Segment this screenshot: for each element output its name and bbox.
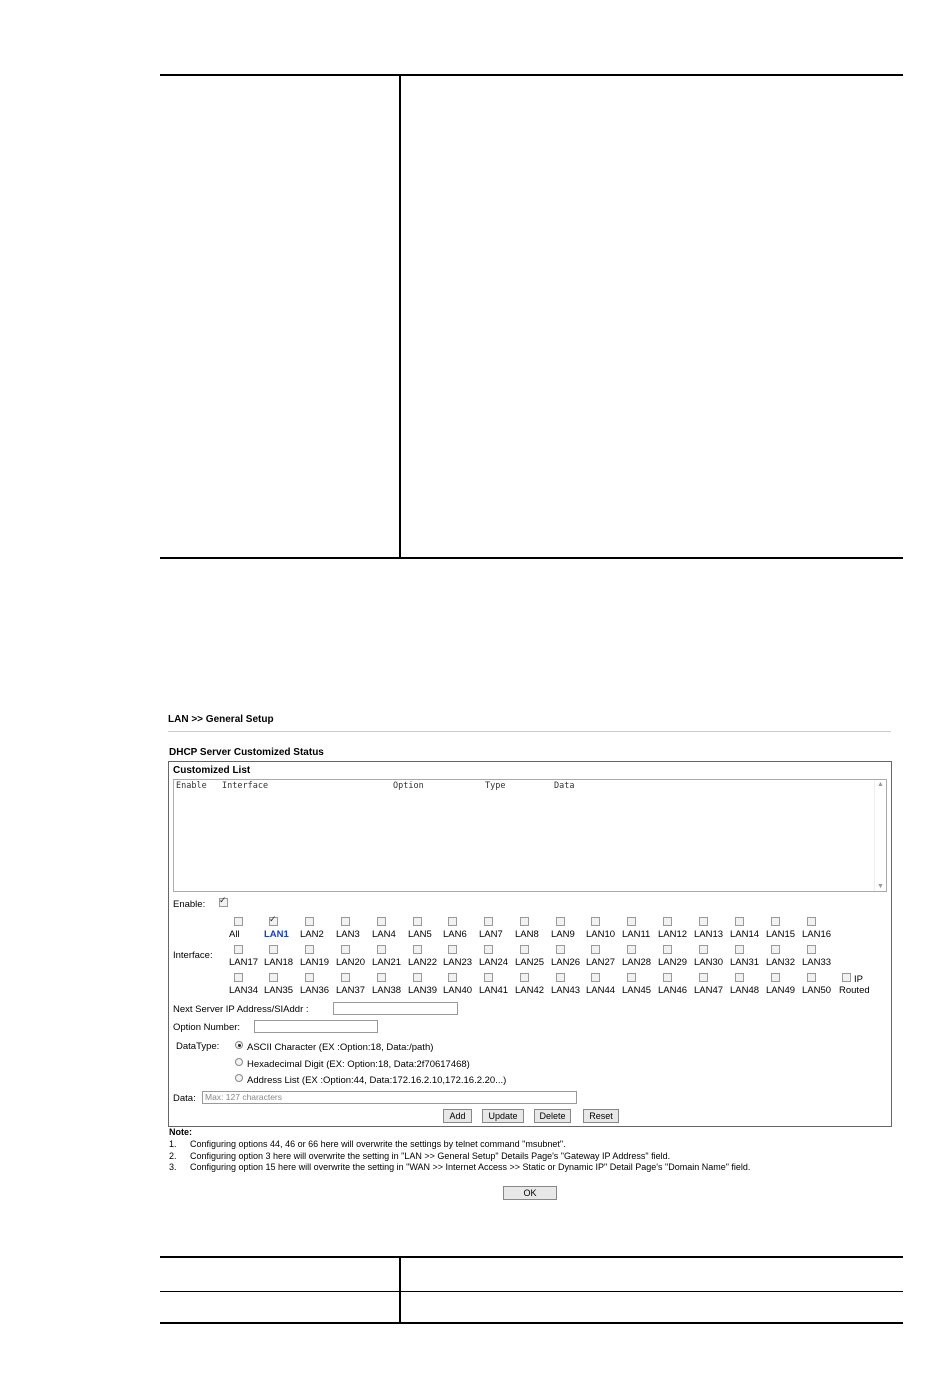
interface-checkbox-lan38[interactable]	[377, 973, 386, 982]
interface-checkbox-lan36[interactable]	[305, 973, 314, 982]
interface-label-lan45: LAN45	[622, 985, 652, 996]
interface-label-lan31: LAN31	[730, 957, 760, 968]
interface-label-lan35: LAN35	[264, 985, 294, 996]
interface-label-lan10: LAN10	[586, 929, 616, 940]
update-button[interactable]: Update	[482, 1109, 524, 1123]
customized-panel	[168, 761, 892, 1127]
interface-checkbox-lan7[interactable]	[484, 917, 493, 926]
interface-label-lan49: LAN49	[766, 985, 796, 996]
enable-label: Enable:	[173, 899, 206, 910]
radio-hex-label: Hexadecimal Digit (EX: Option:18, Data:2f70617468)	[247, 1059, 470, 1070]
interface-checkbox-lan45[interactable]	[627, 973, 636, 982]
interface-checkbox-lan1[interactable]	[269, 917, 278, 926]
scroll-down-icon[interactable]: ▼	[877, 883, 884, 890]
interface-checkbox-lan16[interactable]	[807, 917, 816, 926]
column-data: Data	[554, 781, 575, 791]
interface-label-lan4: LAN4	[372, 929, 396, 940]
column-interface: Interface	[222, 781, 269, 791]
interface-checkbox-lan37[interactable]	[341, 973, 350, 982]
interface-checkbox-lan14[interactable]	[735, 917, 744, 926]
interface-label-lan18: LAN18	[264, 957, 294, 968]
interface-label-lan20: LAN20	[336, 957, 366, 968]
interface-checkbox-lan27[interactable]	[591, 945, 600, 954]
interface-label-lan26: LAN26	[551, 957, 581, 968]
interface-label-lan21: LAN21	[372, 957, 402, 968]
table-divider	[399, 76, 401, 557]
reset-button[interactable]: Reset	[583, 1109, 619, 1123]
interface-checkbox-lan13[interactable]	[699, 917, 708, 926]
panel-title: Customized List	[173, 765, 251, 776]
note-item-2	[169, 1151, 670, 1161]
radio-address-list-label: Address List (EX :Option:44, Data:172.16.2.10,172.16.2.20...)	[247, 1075, 507, 1086]
interface-checkbox-lan26[interactable]	[556, 945, 565, 954]
interface-checkbox-lan23[interactable]	[448, 945, 457, 954]
column-enable: Enable	[176, 781, 207, 791]
interface-label-lan27: LAN27	[586, 957, 616, 968]
option-number-input[interactable]	[254, 1020, 378, 1033]
interface-label-lan8: LAN8	[515, 929, 539, 940]
scroll-up-icon[interactable]: ▲	[877, 781, 884, 788]
interface-label-lan2: LAN2	[300, 929, 324, 940]
interface-checkbox-lan28[interactable]	[627, 945, 636, 954]
interface-label-lan33: LAN33	[802, 957, 832, 968]
interface-checkbox-lan9[interactable]	[556, 917, 565, 926]
interface-checkbox-lan40[interactable]	[448, 973, 457, 982]
interface-checkbox-lan42[interactable]	[520, 973, 529, 982]
interface-label-lan34: LAN34	[229, 985, 259, 996]
interface-label-lan40: LAN40	[443, 985, 473, 996]
interface-label-lan14: LAN14	[730, 929, 760, 940]
interface-label-lan6: LAN6	[443, 929, 467, 940]
data-label: Data:	[173, 1093, 196, 1104]
interface-label-lan41: LAN41	[479, 985, 509, 996]
note-text: Configuring option 3 here will overwrite the setting in "LAN >> General Setup" Details Page's "Gateway IP Address" field.	[190, 1151, 671, 1161]
interface-checkbox-lan22[interactable]	[413, 945, 422, 954]
interface-checkbox-lan50[interactable]	[807, 973, 816, 982]
interface-label-lan15: LAN15	[766, 929, 796, 940]
interface-label-lan43: LAN43	[551, 985, 581, 996]
table-row-divider	[160, 1291, 903, 1292]
note-number: 2.	[169, 1151, 177, 1161]
interface-checkbox-lan8[interactable]	[520, 917, 529, 926]
interface-checkbox-lan30[interactable]	[699, 945, 708, 954]
interface-label-lan16: LAN16	[802, 929, 832, 940]
interface-checkbox-lan3[interactable]	[341, 917, 350, 926]
next-server-input[interactable]	[333, 1002, 458, 1015]
interface-checkbox-lan25[interactable]	[520, 945, 529, 954]
interface-label-routed: Routed	[839, 985, 870, 996]
interface-checkbox-lan32[interactable]	[771, 945, 780, 954]
interface-label-all: All	[229, 929, 240, 940]
interface-checkbox-lan41[interactable]	[484, 973, 493, 982]
interface-label-lan42: LAN42	[515, 985, 545, 996]
interface-checkbox-lan34[interactable]	[234, 973, 243, 982]
interface-label-lan46: LAN46	[658, 985, 688, 996]
add-button[interactable]: Add	[443, 1109, 472, 1123]
interface-label-lan13: LAN13	[694, 929, 724, 940]
interface-checkbox-lan15[interactable]	[771, 917, 780, 926]
interface-label-lan28: LAN28	[622, 957, 652, 968]
interface-label-lan38: LAN38	[372, 985, 402, 996]
interface-checkbox-lan31[interactable]	[735, 945, 744, 954]
interface-checkbox-lan21[interactable]	[377, 945, 386, 954]
interface-label-lan44: LAN44	[586, 985, 616, 996]
interface-checkbox-lan49[interactable]	[771, 973, 780, 982]
datatype-label: DataType:	[176, 1041, 220, 1052]
interface-checkbox-lan12[interactable]	[663, 917, 672, 926]
note-text: Configuring options 44, 46 or 66 here will overwrite the settings by telnet command "msubnet".	[190, 1139, 566, 1149]
interface-label-lan29: LAN29	[658, 957, 688, 968]
interface-label-lan3: LAN3	[336, 929, 360, 940]
column-type: Type	[485, 781, 506, 791]
radio-ascii-label: ASCII Character (EX :Option:18, Data:/path)	[247, 1042, 434, 1053]
delete-button[interactable]: Delete	[534, 1109, 571, 1123]
data-input[interactable]: Max: 127 characters	[202, 1091, 577, 1104]
interface-checkbox-lan47[interactable]	[699, 973, 708, 982]
interface-checkbox-lan10[interactable]	[591, 917, 600, 926]
interface-label-lan9: LAN9	[551, 929, 575, 940]
radio-address-list[interactable]	[235, 1074, 243, 1082]
interface-label-lan50: LAN50	[802, 985, 832, 996]
interface-label-lan37: LAN37	[336, 985, 366, 996]
interface-checkbox-lan5[interactable]	[413, 917, 422, 926]
interface-label-lan1: LAN1	[264, 929, 289, 940]
interface-checkbox-lan6[interactable]	[448, 917, 457, 926]
interface-checkbox-lan4[interactable]	[377, 917, 386, 926]
note-title: Note:	[169, 1127, 192, 1137]
interface-checkbox-lan44[interactable]	[591, 973, 600, 982]
interface-label-lan11: LAN11	[622, 929, 651, 940]
enable-checkbox[interactable]	[219, 898, 228, 907]
interface-checkbox-lan2[interactable]	[305, 917, 314, 926]
interface-checkbox-lan11[interactable]	[627, 917, 636, 926]
breadcrumb-rule	[168, 731, 891, 732]
interface-label-lan24: LAN24	[479, 957, 509, 968]
interface-checkbox-lan24[interactable]	[484, 945, 493, 954]
customized-list[interactable]	[173, 779, 887, 892]
interface-label-lan12: LAN12	[658, 929, 688, 940]
interface-label-lan48: LAN48	[730, 985, 760, 996]
interface-label-lan32: LAN32	[766, 957, 796, 968]
doc-table-bottom	[160, 1256, 903, 1324]
interface-checkbox-lan35[interactable]	[269, 973, 278, 982]
option-number-label: Option Number:	[173, 1022, 241, 1033]
interface-checkbox-lan43[interactable]	[556, 973, 565, 982]
radio-ascii[interactable]	[235, 1041, 243, 1049]
interface-label-lan47: LAN47	[694, 985, 724, 996]
doc-table-top	[160, 74, 903, 559]
interface-label-lan17: LAN17	[229, 957, 259, 968]
note-item-3	[169, 1162, 750, 1172]
interface-label-lan25: LAN25	[515, 957, 545, 968]
interface-label-lan5: LAN5	[408, 929, 432, 940]
interface-label-lan22: LAN22	[408, 957, 438, 968]
note-item-1	[169, 1139, 566, 1149]
interface-checkbox-all[interactable]	[234, 917, 243, 926]
interface-checkbox-ip-routed[interactable]	[842, 973, 851, 982]
interface-label-lan7: LAN7	[479, 929, 503, 940]
next-server-label: Next Server IP Address/SIAddr :	[173, 1004, 309, 1015]
interface-checkbox-lan20[interactable]	[341, 945, 350, 954]
ok-button[interactable]: OK	[503, 1186, 557, 1200]
interface-label-lan19: LAN19	[300, 957, 330, 968]
interface-checkbox-lan17[interactable]	[234, 945, 243, 954]
section-title: DHCP Server Customized Status	[169, 747, 324, 758]
interface-checkbox-lan29[interactable]	[663, 945, 672, 954]
radio-hex[interactable]	[235, 1058, 243, 1066]
note-text: Configuring option 15 here will overwrite the setting in "WAN >> Internet Access >> Static or Dynamic IP" Detail Page's "Domain Name" field.	[190, 1162, 751, 1172]
interface-label-lan23: LAN23	[443, 957, 473, 968]
interface-checkbox-lan33[interactable]	[807, 945, 816, 954]
interface-checkbox-lan18[interactable]	[269, 945, 278, 954]
note-number: 3.	[169, 1162, 177, 1172]
table-divider	[399, 1258, 401, 1322]
interface-label-lan39: LAN39	[408, 985, 438, 996]
interface-label-ip: IP	[854, 974, 863, 985]
interface-checkbox-lan19[interactable]	[305, 945, 314, 954]
interface-label: Interface:	[173, 950, 213, 961]
breadcrumb: LAN >> General Setup	[168, 714, 274, 725]
interface-checkbox-lan39[interactable]	[413, 973, 422, 982]
list-scrollbar[interactable]	[874, 780, 886, 891]
column-option: Option	[393, 781, 424, 791]
interface-label-lan36: LAN36	[300, 985, 330, 996]
interface-checkbox-lan48[interactable]	[735, 973, 744, 982]
interface-label-lan30: LAN30	[694, 957, 724, 968]
note-number: 1.	[169, 1139, 177, 1149]
interface-checkbox-lan46[interactable]	[663, 973, 672, 982]
